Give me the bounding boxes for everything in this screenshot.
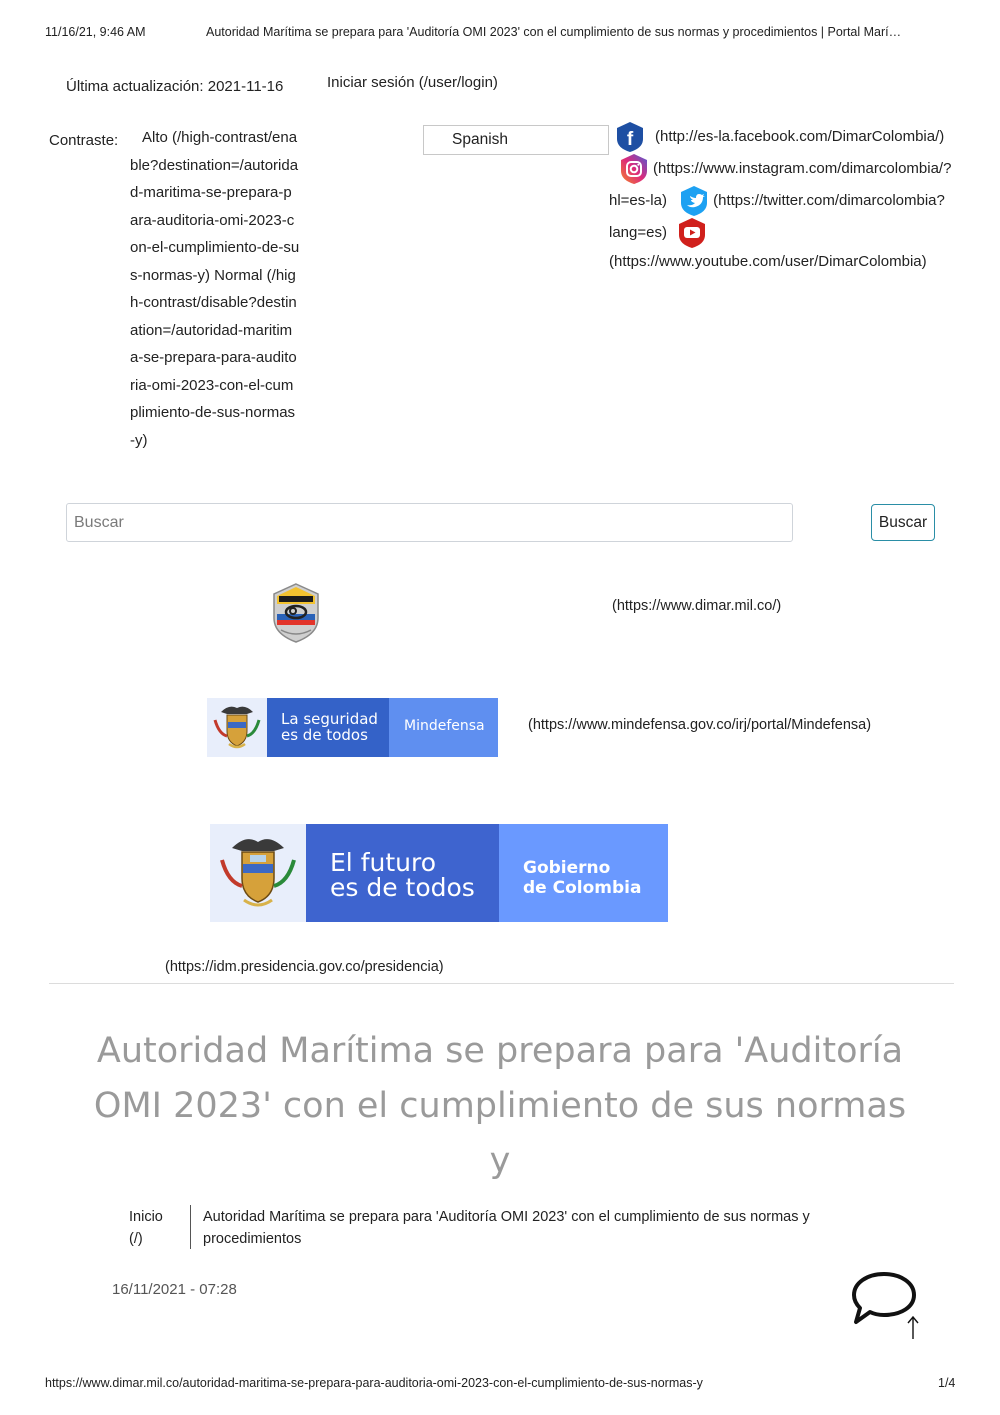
gobierno-shield-area — [210, 824, 306, 922]
article-title: Autoridad Marítima se prepara para 'Auditoría OMI 2023' con el cumplimiento de sus normas y — [93, 1031, 907, 1181]
search-input[interactable] — [66, 503, 793, 542]
facebook-link[interactable] — [609, 127, 945, 150]
arrow-up-icon[interactable] — [905, 1315, 921, 1341]
mindefensa-shield-area — [207, 698, 267, 757]
instagram-url[interactable]: (https://www.instagram.com/dimarcolombia/?hl=es-la) — [609, 159, 952, 209]
gobierno-slogan-block — [306, 824, 499, 922]
language-select[interactable] — [423, 125, 609, 155]
gobierno-brand-block — [499, 824, 668, 922]
divider — [49, 983, 954, 984]
gobierno-brand-line2: de Colombia — [523, 878, 642, 898]
colombia-coat-of-arms-icon — [207, 698, 267, 757]
mindefensa-banner[interactable] — [207, 698, 498, 757]
breadcrumb-separator — [190, 1205, 191, 1249]
print-page-title: Autoridad Marítima se prepara para 'Auditoría OMI 2023' con el cumplimiento de sus normas y procedimientos | Portal Marí… — [206, 25, 902, 39]
gobierno-slogan-line2: es de todos — [330, 873, 475, 902]
article-date: 16/11/2021 - 07:28 — [112, 1281, 237, 1298]
youtube-url[interactable]: (https://www.youtube.com/user/DimarColombia) — [609, 253, 927, 270]
svg-text:f: f — [626, 129, 634, 150]
gobierno-banner[interactable] — [210, 824, 668, 922]
contrast-links[interactable]: Alto (/high-contrast/enable?destination=/autoridad-maritima-se-prepara-para-auditoria-omi-2023-con-el-cumplimiento-de-sus-normas-y) Normal (/high-contrast/disable?destination=/autoridad-maritima-se-prepara-para-auditoria-omi-2023-con-el-cumplimiento-de-sus-normas-y) — [130, 129, 300, 449]
dimar-url[interactable]: (https://www.dimar.mil.co/) — [612, 598, 782, 614]
mindefensa-brand-block — [389, 698, 498, 757]
twitter-url[interactable]: (https://twitter.com/dimarcolombia?lang=es) — [609, 191, 945, 241]
gobierno-brand-line1: Gobierno — [523, 858, 611, 878]
contrast-label: Contraste: — [49, 132, 119, 149]
language-selected: Spanish — [452, 131, 509, 148]
mindefensa-brand: Mindefensa — [404, 718, 485, 734]
facebook-url[interactable]: (http://es-la.facebook.com/DimarColombia/) — [655, 127, 945, 145]
print-datetime: 11/16/21, 9:46 AM — [45, 25, 146, 39]
print-footer-url: https://www.dimar.mil.co/autoridad-maritima-se-prepara-para-auditoria-omi-2023-con-el-cumplimiento-de-sus-normas-y — [45, 1376, 703, 1390]
breadcrumb-home[interactable]: Inicio (/) — [129, 1209, 163, 1247]
breadcrumb-current: Autoridad Marítima se prepara para 'Auditoría OMI 2023' con el cumplimiento de sus normas y procedimientos — [203, 1209, 810, 1247]
search-button[interactable]: Buscar — [871, 504, 935, 541]
colombia-coat-of-arms-icon — [210, 824, 306, 922]
dimar-logo[interactable] — [271, 582, 321, 644]
mindefensa-slogan-block — [267, 698, 389, 757]
presidencia-url[interactable]: (https://idm.presidencia.gov.co/presidencia) — [165, 959, 444, 975]
youtube-icon[interactable] — [677, 217, 707, 249]
search-placeholder: Buscar — [74, 513, 124, 531]
login-link[interactable]: Iniciar sesión (/user/login) — [327, 74, 498, 91]
mindefensa-url[interactable]: (https://www.mindefensa.gov.co/irj/portal/Mindefensa) — [528, 717, 872, 733]
social-links — [609, 121, 959, 276]
twitter-icon[interactable] — [679, 185, 709, 217]
instagram-icon[interactable] — [619, 153, 649, 185]
mindefensa-slogan-line1: La seguridad — [281, 710, 378, 728]
mindefensa-slogan-line2: es de todos — [281, 726, 368, 744]
last-update: Última actualización: 2021-11-16 — [66, 78, 284, 95]
back-to-top-button[interactable] — [905, 1315, 921, 1341]
print-footer-page: 1/4 — [938, 1376, 956, 1390]
gobierno-slogan-line1: El futuro — [330, 848, 437, 877]
facebook-icon[interactable] — [615, 121, 645, 153]
